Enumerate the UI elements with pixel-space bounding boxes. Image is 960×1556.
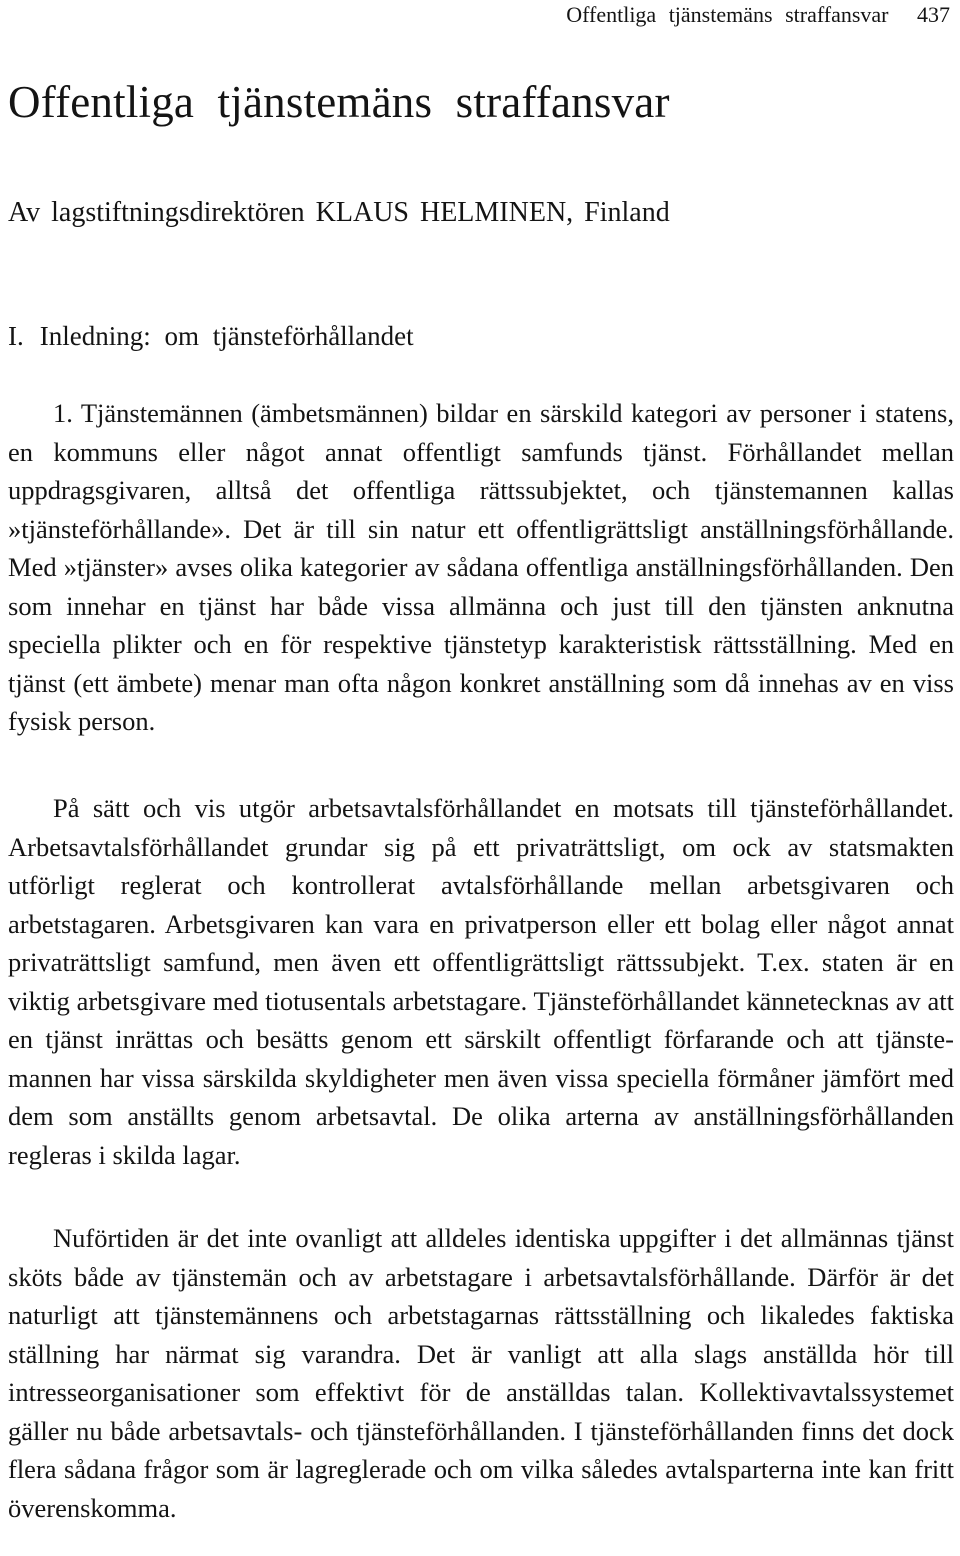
byline: Av lagstiftningsdirektören KLAUS HELMINEN, Finland: [8, 197, 670, 228]
paragraph-3: Nuförtiden är det inte ovanligt att alldeles identiska uppgifter i det allmännas tjänst sköts både av tjänstemän och av arbetstagare i arbetsavtalsförhållande. Därför är det naturligt att tjänstemännens och arbetstagarnas rättsställning och likaledes faktiska ställning har närmat sig varandra. Det är vanligt att alla slags anställda hör till intresseorganisationer som effektivt för de anställdas talan. Kollektivavtalssystemet gäller nu både arbetsavtals- och tjänsteförhållanden. I tjänsteförhållanden finns det dock flera sådana frågor som är lagreglerade och om vilka således avtalsparterna inte kan fritt överenskomma.: [8, 1223, 954, 1523]
paragraph-1: 1. Tjänstemännen (ämbetsmännen) bildar en särskild kategori av personer i statens, en kommuns eller något annat offentligt samfunds tjänst. Förhållandet mellan uppdragsgivaren, alltså det offentliga rättssubjektet, och tjänstemannen kallas »tjänsteförhållande». Det är till sin natur ett offentligrättsligt anställningsförhållande. Med »tjänster» avses olika kategorier av sådana offentliga anställningsförhållanden. Den som innehar en tjänst har både vissa allmänna och just till den tjänsten anknutna speciella plikter och en för respektive tjänstetyp karakteristisk rättsställning. Med en tjänst (ett ämbete) menar man ofta någon konkret anställning som då innehas av en viss fysisk person.: [8, 398, 954, 736]
paragraph-2: På sätt och vis utgör arbetsavtalsförhållandet en motsats till tjänsteförhållandet. Arbetsavtalsförhållandet grundar sig på ett privaträttsligt, om ock av statsmakten utförligt reglerat och kontrollerat avtalsförhållande mellan arbetsgivaren och arbetstagaren. Arbetsgivaren kan vara en privatperson eller ett bolag eller något annat privaträttsligt samfund, men även ett offentligrättsligt rättssubjekt. T.ex. staten är en viktig arbetsgivare med tiotusentals arbetstagare. Tjänsteförhållandet kännetecknas av att en tjänst inrättas och besätts genom ett särskilt offentligt förfarande och att tjänstemannen har vissa särskilda skyldigheter men även vissa speciella förmåner jämfört med dem som anställts genom arbetsavtal. De olika arterna av anställningsförhållanden regleras i skilda lagar.: [8, 793, 954, 1170]
article-title: Offentliga tjänstemäns straffansvar: [8, 77, 670, 127]
running-head: [566, 2, 950, 28]
section-title: Inledning: om tjänsteförhållandet: [39, 321, 414, 351]
section-heading: [8, 321, 414, 352]
section-number: I.: [8, 321, 24, 351]
page-number: 437: [917, 2, 950, 27]
running-head-title: Offentliga tjänstemäns straffansvar: [566, 2, 889, 27]
